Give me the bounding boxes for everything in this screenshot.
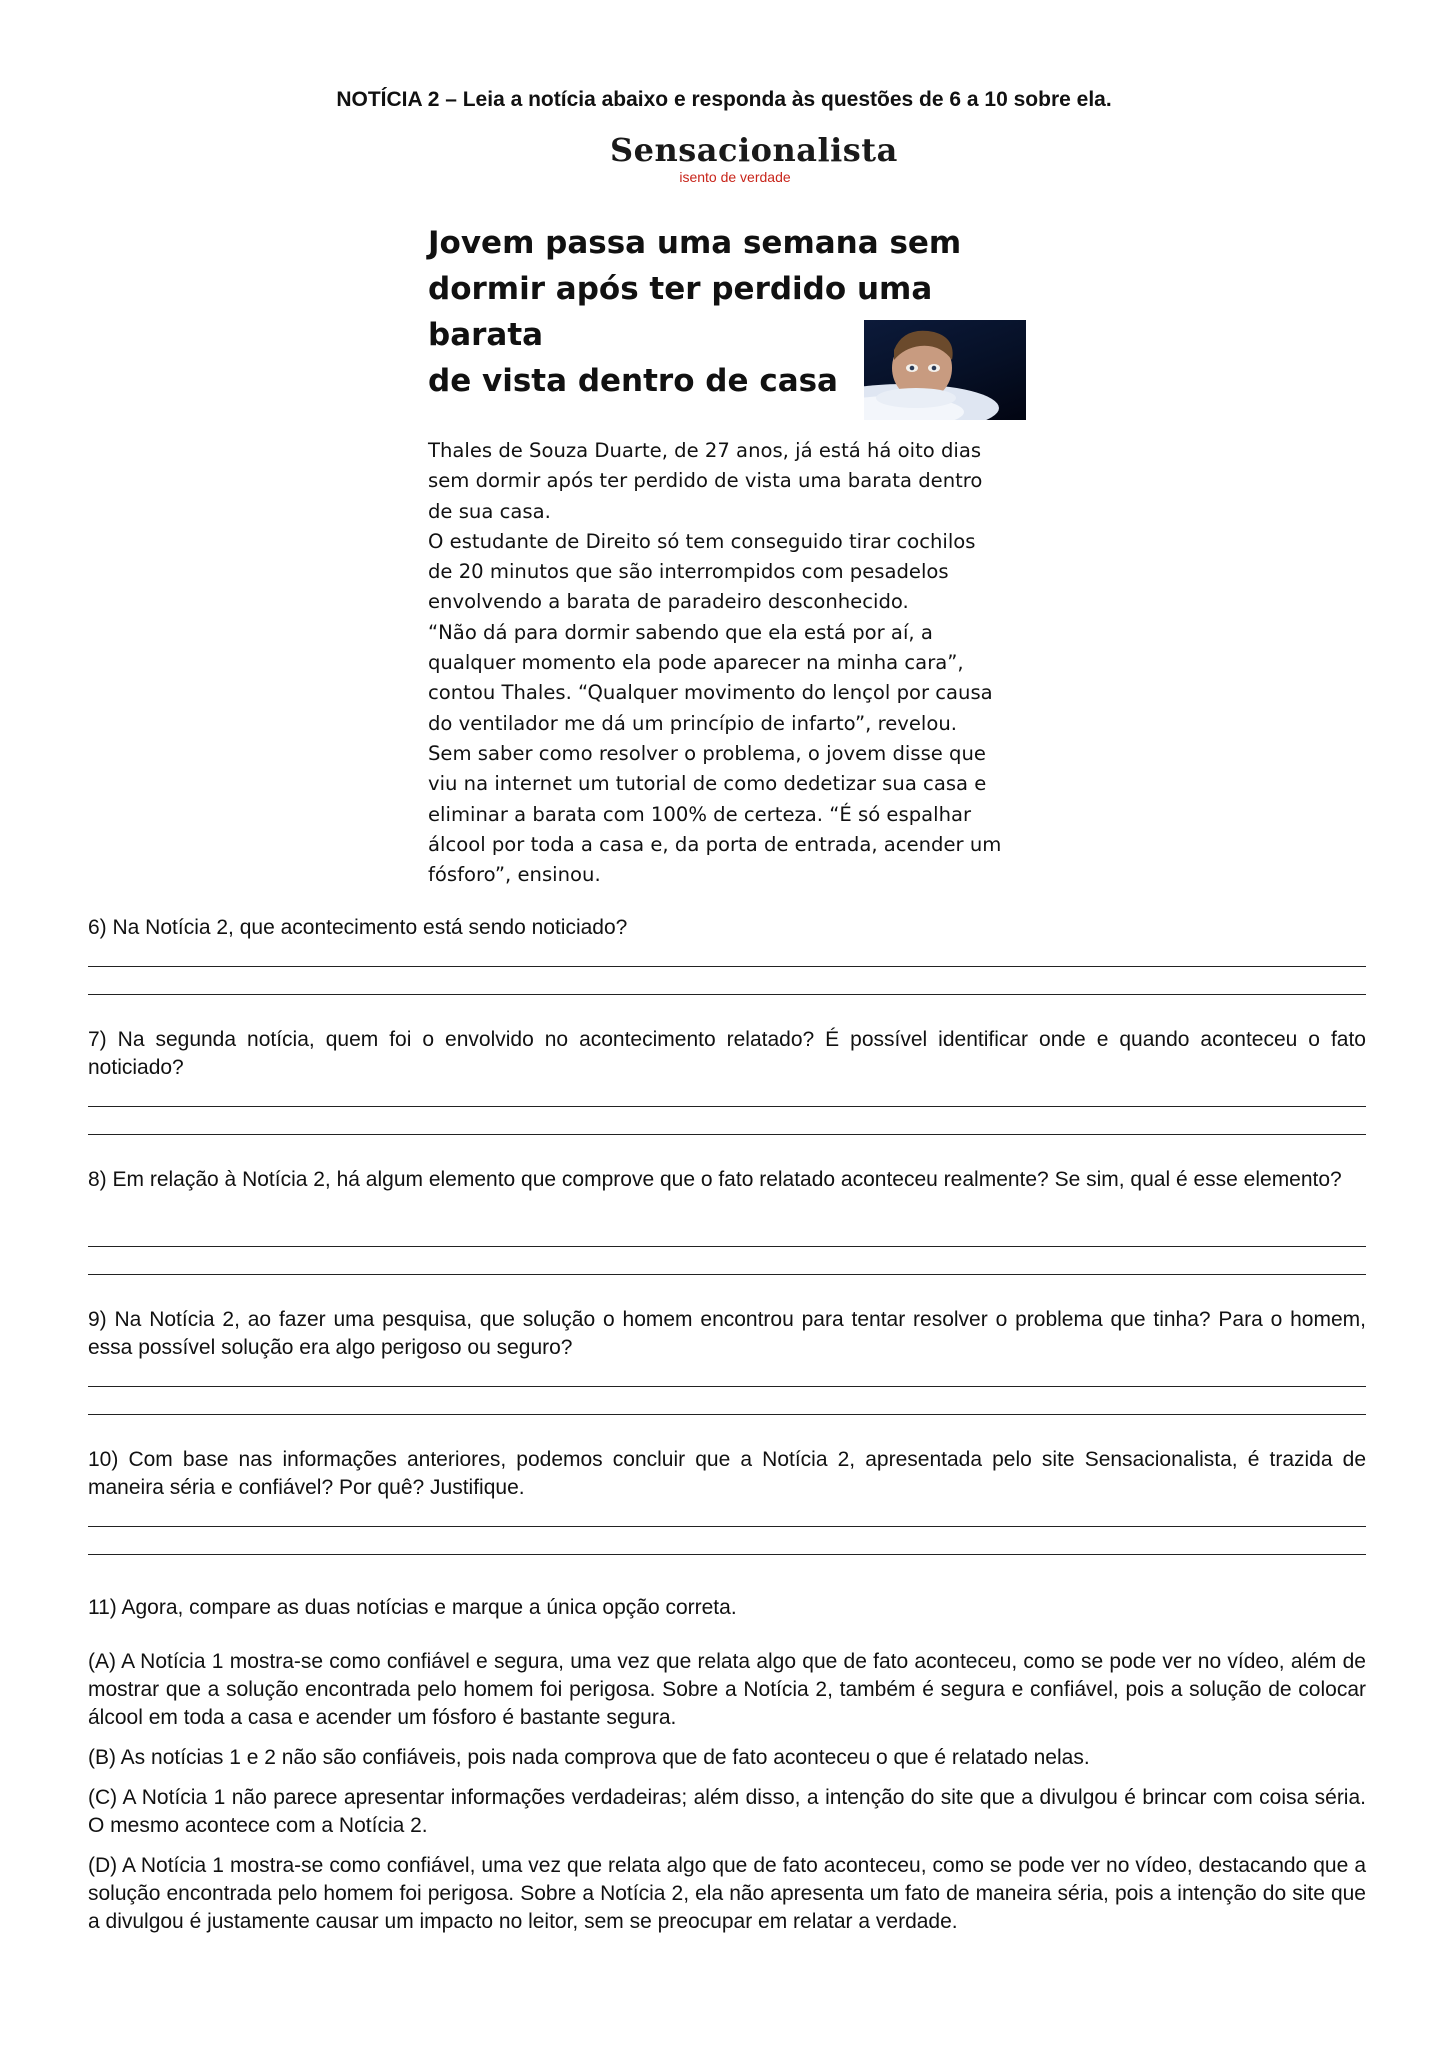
answer-line[interactable] bbox=[88, 966, 1366, 967]
sensacionalista-logo bbox=[610, 131, 898, 186]
article-line: Thales de Souza Duarte, de 27 anos, já está há oito dias bbox=[428, 439, 982, 462]
article-line: O estudante de Direito só tem conseguido tirar cochilos bbox=[428, 529, 976, 553]
article-line: álcool por toda a casa e, da porta de entrada, acender um bbox=[428, 832, 1002, 856]
option-a[interactable]: (A) A Notícia 1 mostra-se como confiável e segura, uma vez que relata algo que de fato aconteceu, como se pode ver no vídeo, além de mostrar que a solução encontrada pelo homem foi perigosa. Sobre a Notícia 2, também é segura e confiável, pois a solução de colocar álcool em toda a casa e acender um fósforo é bastante segura. bbox=[88, 1650, 1366, 1729]
answer-line[interactable] bbox=[88, 1246, 1366, 1247]
logo-tagline: isento de verdade bbox=[679, 169, 791, 185]
question-7 bbox=[88, 1026, 1366, 1082]
question-text: 8) Em relação à Notícia 2, há algum elemento que comprove que o fato relatado aconteceu realmente? Se sim, qual é esse elemento? bbox=[88, 1168, 1342, 1191]
answer-line[interactable] bbox=[88, 1106, 1366, 1107]
answer-line[interactable] bbox=[88, 1274, 1366, 1275]
article-line: qualquer momento ela pode aparecer na minha cara”, bbox=[428, 651, 964, 675]
logo-name: Sensacionalista bbox=[610, 131, 898, 169]
answer-line[interactable] bbox=[88, 1414, 1366, 1415]
question-10 bbox=[88, 1446, 1366, 1502]
question-text: 7) Na segunda notícia, quem foi o envolvido no acontecimento relatado? É possível identificar onde e quando aconteceu o fato noticiado? bbox=[88, 1028, 1366, 1079]
headline-line: de vista dentro de casa bbox=[428, 363, 838, 399]
option-c[interactable]: (C) A Notícia 1 não parece apresentar informações verdadeiras; além disso, a intenção do site que a divulgou é brincar com coisa séria. O mesmo acontece com a Notícia 2. bbox=[88, 1786, 1366, 1837]
headline-line: Jovem passa uma semana sem bbox=[428, 225, 962, 261]
option-b[interactable]: (B) As notícias 1 e 2 não são confiáveis, pois nada comprova que de fato aconteceu o que é relatado nelas. bbox=[88, 1746, 1090, 1769]
question-text: 10) Com base nas informações anteriores, podemos concluir que a Notícia 2, apresentada pelo site Sensacionalista, é trazida de maneira séria e confiável? Por quê? Justifique. bbox=[88, 1448, 1366, 1499]
question-9 bbox=[88, 1306, 1366, 1362]
article-line: sem dormir após ter perdido de vista uma barata dentro bbox=[428, 469, 983, 493]
answer-line[interactable] bbox=[88, 1526, 1366, 1527]
question-11-prompt bbox=[88, 1594, 1366, 1622]
article-line: Sem saber como resolver o problema, o jovem disse que bbox=[428, 741, 986, 765]
question-text: 11) Agora, compare as duas notícias e marque a única opção correta. bbox=[88, 1596, 737, 1619]
article-line: de sua casa. bbox=[428, 499, 551, 523]
question-text: 6) Na Notícia 2, que acontecimento está sendo noticiado? bbox=[88, 916, 628, 939]
answer-line[interactable] bbox=[88, 994, 1366, 995]
article-line: envolvendo a barata de paradeiro desconhecido. bbox=[428, 590, 909, 614]
option-d[interactable]: (D) A Notícia 1 mostra-se como confiável, uma vez que relata algo que de fato aconteceu, como se pode ver no vídeo, destacando que a solução encontrada pelo homem foi perigosa. Sobre a Notícia 2, ela não apresenta um fato de maneira séria, pois a intenção do site que a divulgou é justamente causar um impacto no leitor, sem se preocupar em relatar a verdade. bbox=[88, 1854, 1366, 1933]
article-photo-sleepless-man bbox=[864, 320, 1026, 420]
article-body bbox=[428, 436, 1048, 890]
question-11-options bbox=[88, 1648, 1366, 1948]
article-line: eliminar a barata com 100% de certeza. “É só espalhar bbox=[428, 802, 972, 826]
answer-line[interactable] bbox=[88, 1554, 1366, 1555]
article-line: contou Thales. “Qualquer movimento do lençol por causa bbox=[428, 681, 993, 705]
headline-line: dormir após ter perdido uma barata bbox=[428, 271, 933, 353]
article-line: do ventilador me dá um princípio de infarto”, revelou. bbox=[428, 711, 957, 735]
article-line: viu na internet um tutorial de como dedetizar sua casa e bbox=[428, 772, 987, 796]
article-line: de 20 minutos que são interrompidos com pesadelos bbox=[428, 560, 949, 584]
page-heading: NOTÍCIA 2 – Leia a notícia abaixo e responda às questões de 6 a 10 sobre ela. bbox=[336, 88, 1112, 111]
question-text: 9) Na Notícia 2, ao fazer uma pesquisa, que solução o homem encontrou para tentar resolver o problema que tinha? Para o homem, essa possível solução era algo perigoso ou seguro? bbox=[88, 1308, 1366, 1359]
question-8 bbox=[88, 1166, 1366, 1194]
article-line: fósforo”, ensinou. bbox=[428, 863, 601, 887]
answer-line[interactable] bbox=[88, 1134, 1366, 1135]
question-6 bbox=[88, 914, 1366, 942]
article-line: “Não dá para dormir sabendo que ela está por aí, a bbox=[428, 620, 933, 644]
answer-line[interactable] bbox=[88, 1386, 1366, 1387]
